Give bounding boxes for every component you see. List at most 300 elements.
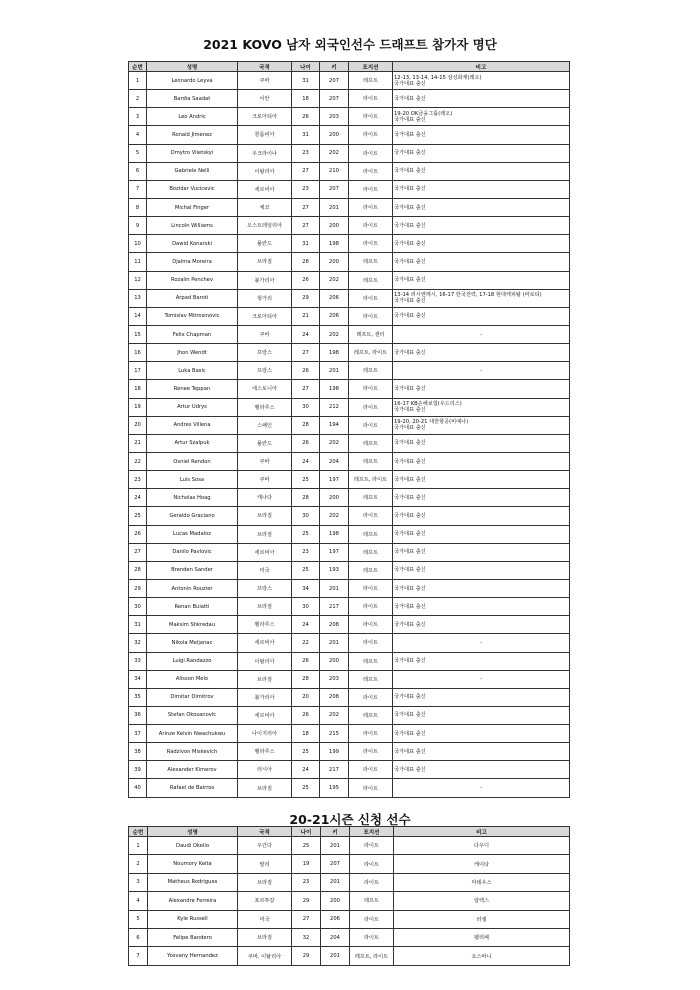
age-cell: 31: [292, 72, 320, 90]
column-header-no: 순번: [129, 827, 148, 837]
note-cell: [393, 271, 570, 289]
nationality-cell: 불가리아: [238, 271, 292, 289]
page-title: 2021 KOVO 남자 외국인선수 드래프트 참가자 명단: [203, 37, 497, 52]
height-cell: 207: [320, 72, 349, 90]
season-applicants-table: [128, 826, 570, 966]
name-cell: Alisson Melo: [147, 670, 238, 688]
note-cell: [393, 525, 570, 543]
note-cell: [393, 598, 570, 616]
draft-participants-table: [128, 61, 570, 798]
note-line: 국가대표 출신: [394, 407, 426, 414]
nationality-cell: 쿠바, 이탈리아: [238, 947, 292, 965]
table-row: [129, 271, 570, 289]
height-cell: 202: [320, 507, 349, 525]
name-cell: Jhon Wendt: [147, 344, 238, 362]
position-cell: 레프트, 라이트: [350, 947, 394, 965]
height-cell: 217: [320, 598, 349, 616]
position-cell: 레프트: [349, 706, 393, 724]
note-line: 12-13, 13-14, 14-15 삼성화재(레오): [394, 74, 482, 81]
note-cell: [393, 579, 570, 597]
no-cell: 20: [129, 416, 147, 434]
nationality-cell: 브라질: [238, 670, 292, 688]
nationality-cell: 헝가리: [238, 289, 292, 307]
table-row: [129, 928, 570, 946]
table-row: [129, 706, 570, 724]
table-row: [129, 253, 570, 271]
name-cell: Andres Villena: [147, 416, 238, 434]
column-header-nationality: 국적: [238, 62, 292, 72]
nationality-cell: 우간다: [238, 837, 292, 855]
age-cell: 19: [292, 855, 321, 873]
no-cell: 35: [129, 688, 147, 706]
no-cell: 17: [129, 362, 147, 380]
name-cell: Bardia Saadat: [147, 90, 238, 108]
no-cell: 23: [129, 471, 147, 489]
age-cell: 25: [292, 743, 320, 761]
note-cell: [393, 743, 570, 761]
name-cell: Alexandre Ferreira: [148, 892, 238, 910]
table-row: [129, 398, 570, 416]
note-line: 국가대표 출신: [394, 116, 426, 123]
table-row: [129, 855, 570, 873]
table-row: [129, 235, 570, 253]
age-cell: 23: [292, 180, 320, 198]
height-cell: 195: [320, 779, 349, 797]
no-cell: 13: [129, 289, 147, 307]
table-row: [129, 688, 570, 706]
note-line: 국가대표 출신: [394, 258, 426, 265]
no-cell: 2: [129, 855, 148, 873]
note-cell: [393, 380, 570, 398]
note-line: 국가대표 출신: [394, 512, 426, 519]
name-cell: Maksim Shkredau: [147, 616, 238, 634]
name-cell: Dawid Konarski: [147, 235, 238, 253]
position-cell: 라이트: [349, 307, 393, 325]
nationality-cell: 에스토니아: [238, 380, 292, 398]
column-header-name: 성명: [147, 62, 238, 72]
height-cell: 210: [320, 162, 349, 180]
table-row: [129, 525, 570, 543]
column-header-nationality: 국적: [238, 827, 292, 837]
note-line: 국가대표 출신: [394, 748, 426, 755]
no-cell: 2: [129, 90, 147, 108]
nationality-cell: 세르비아: [238, 706, 292, 724]
no-cell: 40: [129, 779, 147, 797]
age-cell: 25: [292, 471, 320, 489]
note-cell: 요스바니: [394, 947, 570, 965]
note-cell: [393, 144, 570, 162]
nationality-cell: 프랑스: [238, 362, 292, 380]
note-line: 국가대표 출신: [394, 458, 426, 465]
nationality-cell: 쿠바: [238, 471, 292, 489]
table-row: [129, 543, 570, 561]
age-cell: 26: [292, 108, 320, 126]
no-cell: 30: [129, 598, 147, 616]
height-cell: 206: [320, 307, 349, 325]
column-header-position: 포지션: [349, 62, 393, 72]
no-cell: 25: [129, 507, 147, 525]
table-row: [129, 761, 570, 779]
note-cell: [393, 543, 570, 561]
no-cell: 29: [129, 579, 147, 597]
no-cell: 21: [129, 434, 147, 452]
name-cell: Danilo Pavlovic: [147, 543, 238, 561]
no-cell: 36: [129, 706, 147, 724]
no-cell: 14: [129, 307, 147, 325]
position-cell: 라이트: [349, 634, 393, 652]
position-cell: 레프트: [349, 253, 393, 271]
note-line: 국가대표 출신: [394, 168, 426, 175]
nationality-cell: 크로아티아: [238, 108, 292, 126]
name-cell: Dmytro Viietskyi: [147, 144, 238, 162]
height-cell: 198: [320, 235, 349, 253]
position-cell: 라이트: [349, 579, 393, 597]
age-cell: 28: [292, 416, 320, 434]
position-cell: 라이트: [349, 598, 393, 616]
name-cell: Nicholas Hoag: [147, 489, 238, 507]
note-cell: [393, 688, 570, 706]
name-cell: Bozidar Vucicevic: [147, 180, 238, 198]
position-cell: 라이트: [350, 873, 394, 891]
position-cell: 레프트: [349, 362, 393, 380]
no-cell: 33: [129, 652, 147, 670]
nationality-cell: 쿠바: [238, 72, 292, 90]
note-cell: [393, 253, 570, 271]
height-cell: 202: [320, 144, 349, 162]
column-header-note: 비고: [393, 62, 570, 72]
position-cell: 레프트: [349, 489, 393, 507]
nationality-cell: 크로아티아: [238, 307, 292, 325]
height-cell: 206: [320, 289, 349, 307]
height-cell: 201: [321, 947, 350, 965]
note-line: 국가대표 출신: [394, 712, 426, 719]
age-cell: 27: [292, 198, 320, 216]
name-cell: Leo Andric: [147, 108, 238, 126]
note-line: 국가대표 출신: [394, 766, 426, 773]
position-cell: 라이트: [349, 180, 393, 198]
age-cell: 20: [292, 688, 320, 706]
nationality-cell: 쿠바: [238, 452, 292, 470]
height-cell: 200: [320, 253, 349, 271]
table-row: [129, 873, 570, 891]
height-cell: 201: [320, 362, 349, 380]
position-cell: 라이트: [349, 144, 393, 162]
height-cell: 200: [320, 652, 349, 670]
column-header-position: 포지션: [350, 827, 394, 837]
table-header-row: [129, 827, 570, 837]
height-cell: 199: [320, 743, 349, 761]
nationality-cell: 세르비아: [238, 180, 292, 198]
table-row: [129, 489, 570, 507]
age-cell: 26: [292, 652, 320, 670]
age-cell: 29: [292, 289, 320, 307]
no-cell: 3: [129, 108, 147, 126]
table-row: [129, 144, 570, 162]
note-cell: [393, 126, 570, 144]
table-row: [129, 362, 570, 380]
table-row: [129, 416, 570, 434]
age-cell: 29: [292, 892, 321, 910]
name-cell: Brenden Sander: [147, 561, 238, 579]
name-cell: Daudi Okello: [148, 837, 238, 855]
nationality-cell: 프랑스: [238, 579, 292, 597]
age-cell: 27: [292, 910, 321, 928]
column-header-height: 키: [321, 827, 350, 837]
position-cell: 레프트: [350, 892, 394, 910]
age-cell: 26: [292, 271, 320, 289]
no-cell: 3: [129, 873, 148, 891]
note-line: 국가대표 출신: [394, 277, 426, 284]
no-cell: 24: [129, 489, 147, 507]
no-cell: 12: [129, 271, 147, 289]
height-cell: 204: [320, 452, 349, 470]
height-cell: 202: [320, 706, 349, 724]
no-cell: 6: [129, 928, 148, 946]
height-cell: 193: [320, 561, 349, 579]
note-cell: [393, 507, 570, 525]
table-row: [129, 561, 570, 579]
no-cell: 39: [129, 761, 147, 779]
no-cell: 19: [129, 398, 147, 416]
table-row: [129, 743, 570, 761]
note-cell: [393, 289, 570, 307]
note-cell: [393, 561, 570, 579]
note-line: 국가대표 출신: [394, 204, 426, 211]
note-line: 19-20 OK금융그룹(레오): [394, 110, 453, 117]
age-cell: 27: [292, 162, 320, 180]
nationality-cell: 스페인: [238, 416, 292, 434]
column-header-age: 나이: [292, 62, 320, 72]
note-cell: [393, 398, 570, 416]
note-cell: [393, 180, 570, 198]
nationality-cell: 벨라루스: [238, 743, 292, 761]
height-cell: 200: [320, 126, 349, 144]
nationality-cell: 폴란드: [238, 434, 292, 452]
name-cell: Luigi Randazzo: [147, 652, 238, 670]
column-header-height: 키: [320, 62, 349, 72]
age-cell: 30: [292, 507, 320, 525]
nationality-cell: 미국: [238, 910, 292, 928]
nationality-cell: 이란: [238, 90, 292, 108]
name-cell: Matheus Rodrigues: [148, 873, 238, 891]
nationality-cell: 벨라루스: [238, 398, 292, 416]
height-cell: 201: [320, 634, 349, 652]
age-cell: 31: [292, 235, 320, 253]
note-cell: 알렉스: [394, 892, 570, 910]
no-cell: 37: [129, 725, 147, 743]
name-cell: Tomislav Mitrosinovic: [147, 307, 238, 325]
note-cell: 마테우스: [394, 873, 570, 891]
name-cell: Luis Sosa: [147, 471, 238, 489]
table-row: [129, 947, 570, 965]
nationality-cell: 말리: [238, 855, 292, 873]
age-cell: 24: [292, 452, 320, 470]
table-row: [129, 837, 570, 855]
no-cell: 31: [129, 616, 147, 634]
note-line: 국가대표 출신: [394, 549, 426, 556]
no-cell: 8: [129, 198, 147, 216]
name-cell: Arpad Baroti: [147, 289, 238, 307]
note-cell: [393, 108, 570, 126]
position-cell: 라이트: [349, 616, 393, 634]
nationality-cell: 캐나다: [238, 489, 292, 507]
position-cell: 라이트: [349, 90, 393, 108]
note-cell: [393, 725, 570, 743]
position-cell: 라이트: [349, 126, 393, 144]
column-header-no: 순번: [129, 62, 147, 72]
position-cell: 레프트, 센터: [349, 325, 393, 343]
position-cell: 라이트: [349, 398, 393, 416]
note-cell: [393, 616, 570, 634]
position-cell: 레프트: [349, 452, 393, 470]
position-cell: 라이트: [349, 289, 393, 307]
table-row: [129, 892, 570, 910]
position-cell: 라이트: [350, 855, 394, 873]
nationality-cell: 브라질: [238, 598, 292, 616]
age-cell: 29: [292, 947, 321, 965]
note-cell: [393, 489, 570, 507]
age-cell: 18: [292, 725, 320, 743]
height-cell: 197: [320, 543, 349, 561]
name-cell: Renee Teppan: [147, 380, 238, 398]
height-cell: 200: [321, 892, 350, 910]
note-line: 국가대표 출신: [394, 694, 426, 701]
nationality-cell: 브라질: [238, 779, 292, 797]
age-cell: 22: [292, 634, 320, 652]
height-cell: 207: [321, 855, 350, 873]
height-cell: 208: [320, 616, 349, 634]
height-cell: 206: [321, 910, 350, 928]
table-row: [129, 471, 570, 489]
table-row: [129, 344, 570, 362]
note-cell: [393, 652, 570, 670]
nationality-cell: 브라질: [238, 253, 292, 271]
height-cell: 201: [320, 579, 349, 597]
position-cell: 레프트, 라이트: [349, 344, 393, 362]
position-cell: 라이트: [349, 507, 393, 525]
section-title: 20-21시즌 신청 선수: [289, 812, 411, 827]
name-cell: Felipe Bandero: [148, 928, 238, 946]
no-cell: 34: [129, 670, 147, 688]
table-row: [129, 380, 570, 398]
nationality-cell: 오스트레일리아: [238, 217, 292, 235]
table-row: [129, 670, 570, 688]
name-cell: Alexander Kimerov: [147, 761, 238, 779]
name-cell: Antonin Rouzier: [147, 579, 238, 597]
age-cell: 25: [292, 525, 320, 543]
age-cell: 26: [292, 706, 320, 724]
note-cell: -: [393, 325, 570, 343]
position-cell: 라이트: [349, 416, 393, 434]
table-row: [129, 579, 570, 597]
no-cell: 5: [129, 144, 147, 162]
height-cell: 204: [321, 928, 350, 946]
no-cell: 18: [129, 380, 147, 398]
name-cell: Lucas Madaloz: [147, 525, 238, 543]
nationality-cell: 이탈리아: [238, 652, 292, 670]
table-row: [129, 289, 570, 307]
name-cell: Gabriele Nelli: [147, 162, 238, 180]
age-cell: 27: [292, 380, 320, 398]
note-cell: [393, 72, 570, 90]
note-line: 국가대표 출신: [394, 349, 426, 356]
name-cell: Dimitar Dimitrov: [147, 688, 238, 706]
nationality-cell: 벨라루스: [238, 616, 292, 634]
note-cell: [393, 162, 570, 180]
note-line: 국가대표 출신: [394, 494, 426, 501]
column-header-note: 비고: [394, 827, 570, 837]
nationality-cell: 불가리아: [238, 688, 292, 706]
age-cell: 25: [292, 837, 321, 855]
age-cell: 32: [292, 928, 321, 946]
age-cell: 25: [292, 561, 320, 579]
name-cell: Artur Udrys: [147, 398, 238, 416]
age-cell: 28: [292, 489, 320, 507]
name-cell: Renan Buiatti: [147, 598, 238, 616]
height-cell: 203: [320, 670, 349, 688]
note-cell: [393, 434, 570, 452]
position-cell: 레프트: [349, 271, 393, 289]
height-cell: 198: [320, 525, 349, 543]
position-cell: 레프트: [349, 652, 393, 670]
name-cell: Geraldo Graciano: [147, 507, 238, 525]
note-cell: 다우디: [394, 837, 570, 855]
position-cell: 레프트: [349, 525, 393, 543]
height-cell: 194: [320, 416, 349, 434]
note-line: 국가대표 출신: [394, 567, 426, 574]
age-cell: 23: [292, 543, 320, 561]
table-row: [129, 634, 570, 652]
age-cell: 30: [292, 598, 320, 616]
note-cell: 펠리페: [394, 928, 570, 946]
note-line: 19-20, 20-21 대한항공(비예나): [394, 419, 469, 426]
note-cell: -: [393, 779, 570, 797]
table-row: [129, 108, 570, 126]
no-cell: 7: [129, 947, 148, 965]
nationality-cell: 포르투갈: [238, 892, 292, 910]
note-line: 13-14 러시앤캐시, 16-17 한국전력, 17-18 현대캐피탈 (바로티): [394, 292, 542, 299]
note-cell: [393, 706, 570, 724]
position-cell: 라이트: [349, 725, 393, 743]
note-line: 국가대표 출신: [394, 240, 426, 247]
name-cell: Michal Finger: [147, 198, 238, 216]
table-row: [129, 779, 570, 797]
no-cell: 4: [129, 126, 147, 144]
note-cell: [393, 344, 570, 362]
no-cell: 9: [129, 217, 147, 235]
age-cell: 23: [292, 873, 321, 891]
position-cell: 라이트: [349, 380, 393, 398]
name-cell: Rafael de Bairros: [147, 779, 238, 797]
note-line: 국가대표 출신: [394, 222, 426, 229]
note-cell: [393, 761, 570, 779]
nationality-cell: 세르비아: [238, 543, 292, 561]
table-row: [129, 598, 570, 616]
age-cell: 27: [292, 217, 320, 235]
column-header-name: 성명: [148, 827, 238, 837]
table-row: [129, 72, 570, 90]
position-cell: 레프트: [349, 670, 393, 688]
note-line: 국가대표 출신: [394, 80, 426, 87]
nationality-cell: 폴란드: [238, 235, 292, 253]
height-cell: 198: [320, 344, 349, 362]
name-cell: Leonardo Leyva: [147, 72, 238, 90]
name-cell: Osniel Rendon: [147, 452, 238, 470]
position-cell: 라이트: [349, 779, 393, 797]
table-header-row: [129, 62, 570, 72]
name-cell: Nikola Meljanac: [147, 634, 238, 652]
height-cell: 202: [320, 325, 349, 343]
